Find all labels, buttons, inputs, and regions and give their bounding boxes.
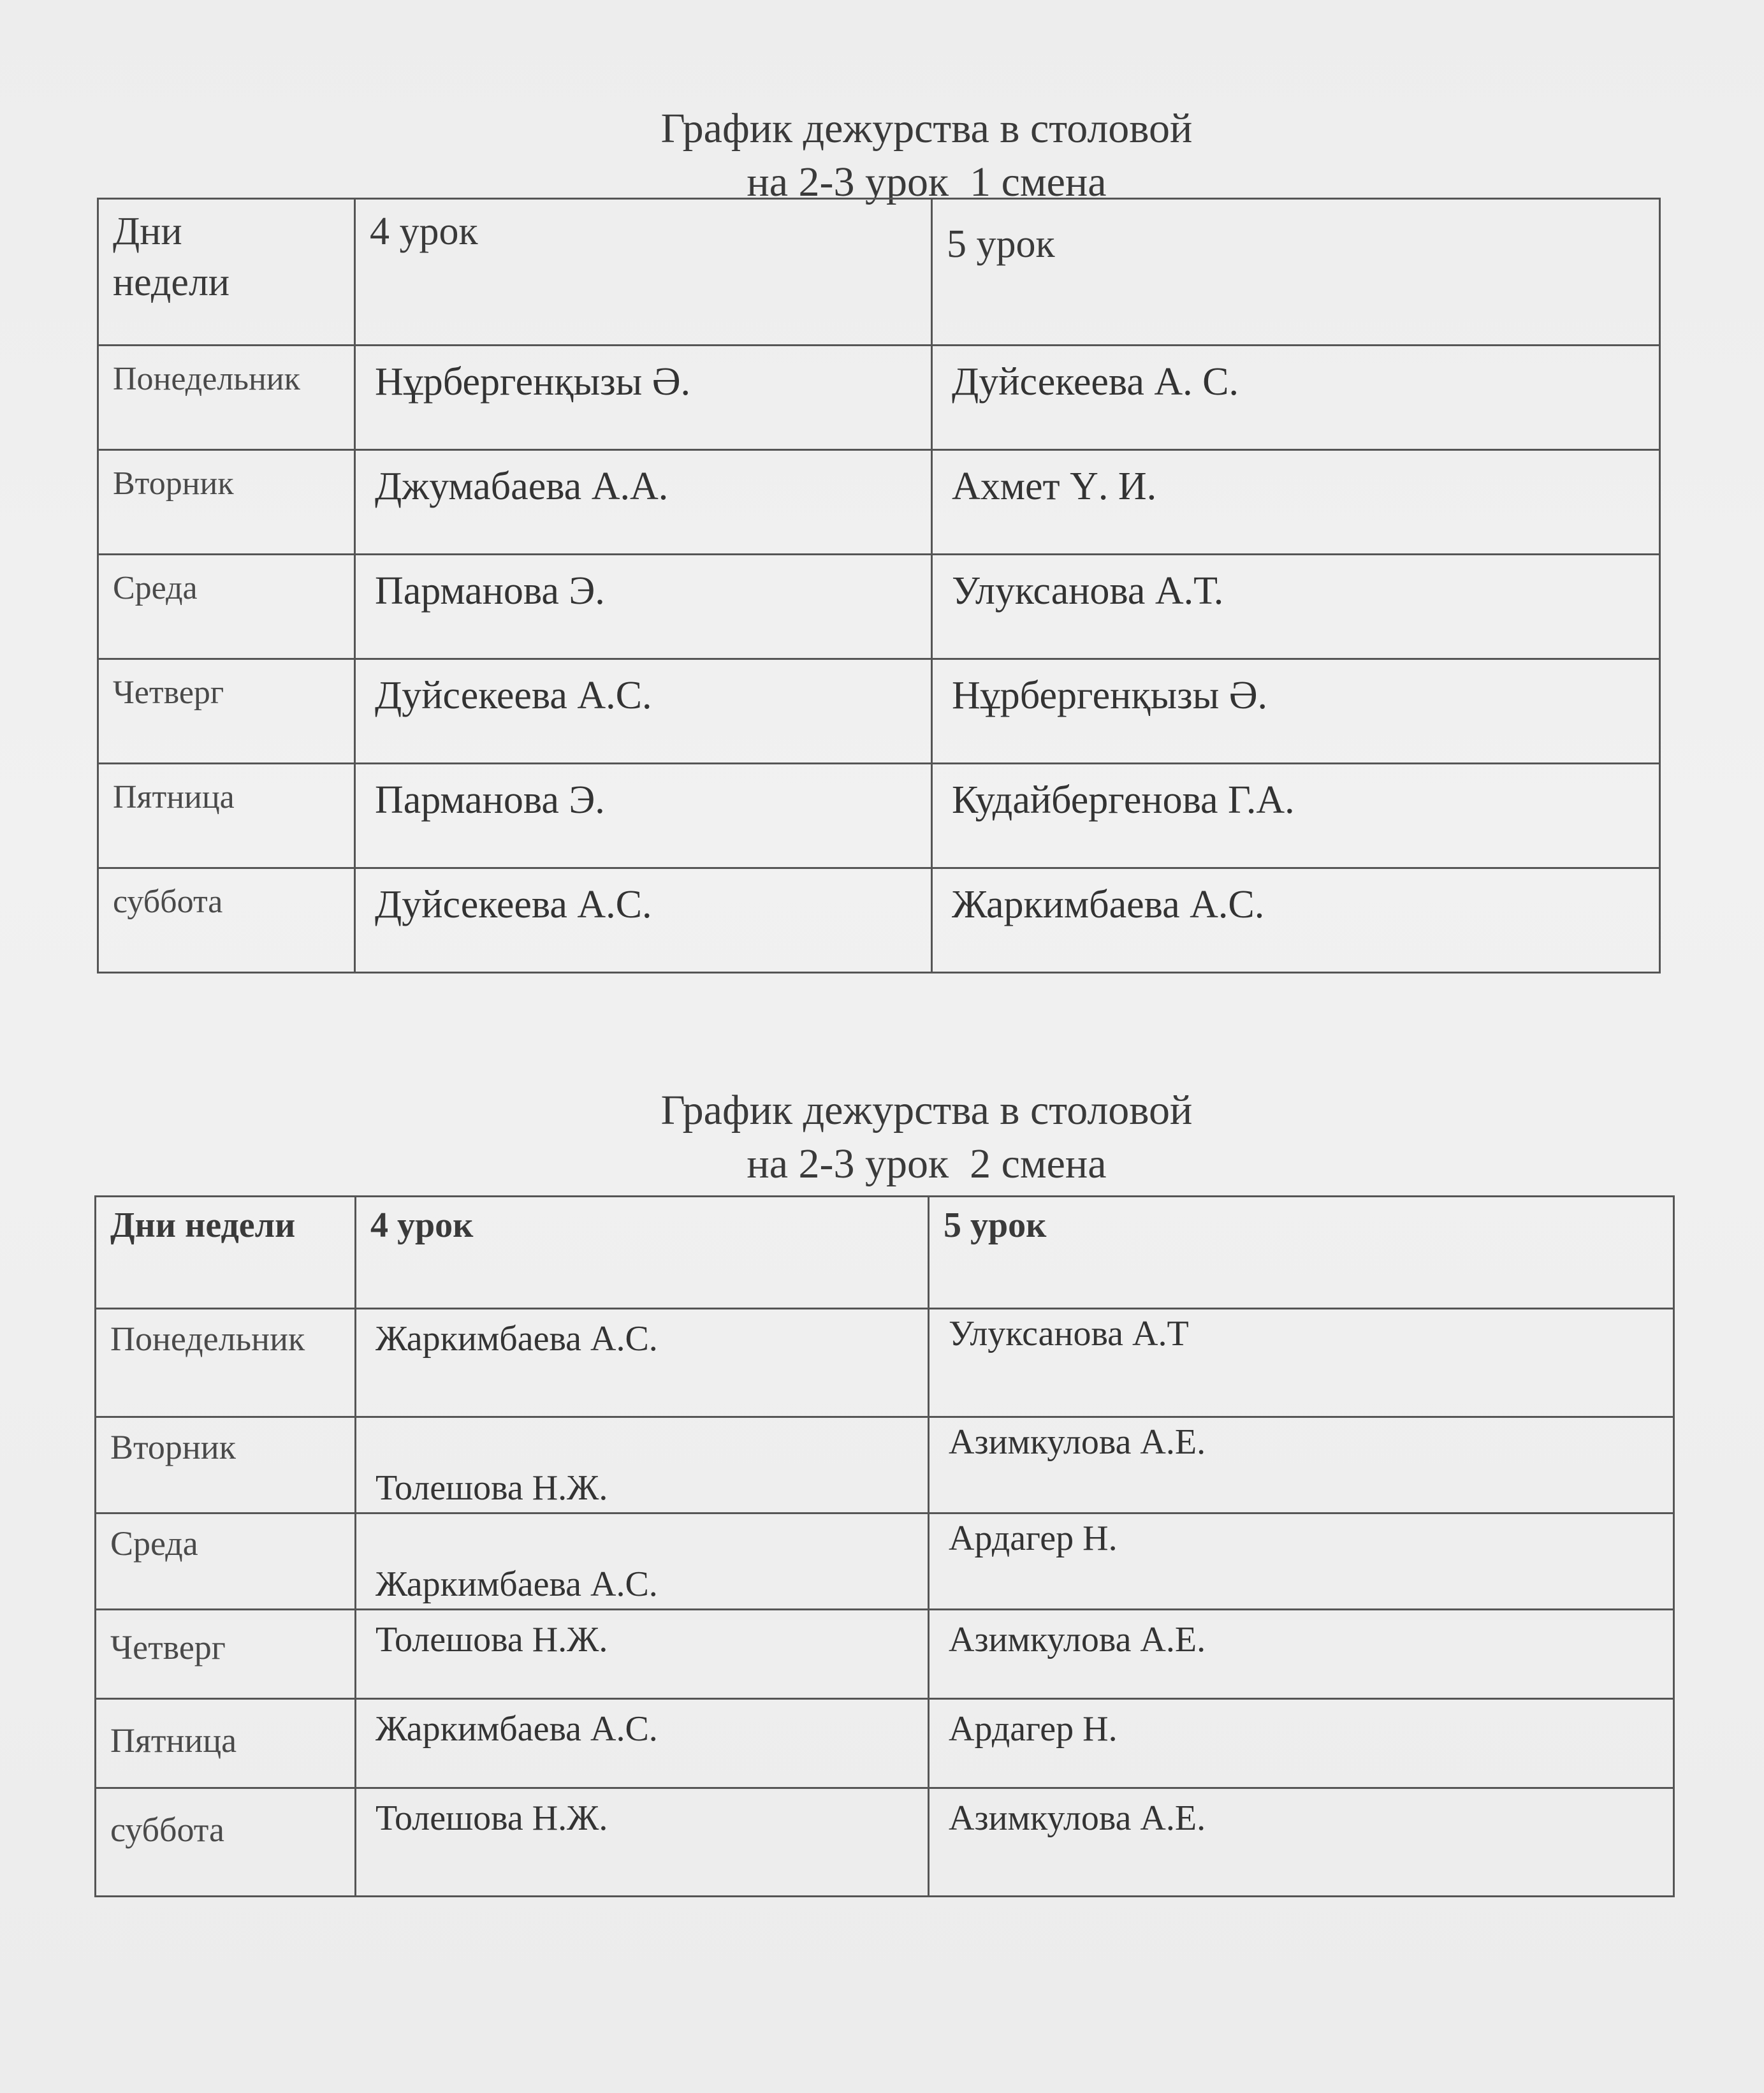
lesson5-cell: Ахмет Ү. И.	[952, 465, 1157, 508]
day-cell: Среда	[110, 1524, 198, 1563]
schedule2-title	[0, 1084, 1764, 1191]
table-row	[96, 1417, 1674, 1513]
header-days: Дни недели	[110, 1206, 296, 1245]
header-days: Дни недели	[113, 210, 230, 304]
lesson5-cell: Улуксанова А.Т.	[952, 569, 1224, 613]
lesson5-cell: Азимкулова А.Е.	[949, 1620, 1206, 1659]
table-row	[98, 346, 1660, 450]
table-row	[98, 555, 1660, 659]
table-row	[98, 764, 1660, 868]
lesson4-cell: Толешова Н.Ж.	[375, 1620, 608, 1659]
day-cell: Пятница	[113, 779, 235, 815]
lesson5-cell: Жаркимбаева А.С.	[952, 883, 1265, 926]
table-row	[96, 1309, 1674, 1417]
table-header-row	[98, 199, 1660, 346]
day-cell: Вторник	[113, 465, 234, 502]
lesson4-cell: Жаркимбаева А.С.	[375, 1564, 658, 1604]
header-lesson5: 5 урок	[947, 222, 1055, 266]
lesson4-cell: Дуйсекеева А.С.	[375, 674, 652, 717]
lesson5-cell: Кудайбергенова Г.А.	[952, 778, 1295, 822]
table-row	[98, 659, 1660, 764]
lesson5-cell: Ардагер Н.	[949, 1709, 1118, 1749]
day-cell: суббота	[110, 1811, 225, 1849]
schedule1-table	[97, 198, 1661, 974]
lesson4-cell: Дуйсекеева А.С.	[375, 883, 652, 926]
table-row	[98, 868, 1660, 973]
header-lesson4: 4 урок	[370, 1206, 474, 1245]
lesson4-cell: Жаркимбаева А.С.	[375, 1319, 658, 1359]
lesson5-cell: Азимкулова А.Е.	[949, 1422, 1206, 1462]
schedule1-title-line1: График дежурства в столовой	[660, 105, 1193, 152]
header-lesson4: 4 урок	[370, 210, 478, 253]
lesson5-cell: Нұрбергенқызы Ә.	[952, 674, 1268, 717]
lesson4-cell: Парманова Э.	[375, 778, 605, 822]
day-cell: Четверг	[113, 675, 224, 711]
lesson4-cell: Парманова Э.	[375, 569, 605, 613]
day-cell: Среда	[113, 570, 198, 606]
schedule1-title	[0, 102, 1764, 209]
day-cell: Вторник	[110, 1428, 236, 1466]
day-cell: Понедельник	[113, 361, 300, 397]
lesson4-cell: Толешова Н.Ж.	[375, 1798, 608, 1838]
day-cell: Пятница	[110, 1721, 237, 1760]
header-lesson5: 5 урок	[944, 1206, 1047, 1245]
day-cell: Четверг	[110, 1628, 226, 1666]
day-cell: Понедельник	[110, 1320, 305, 1358]
day-cell: суббота	[113, 884, 223, 920]
schedule2-title-line1: График дежурства в столовой	[660, 1087, 1193, 1134]
lesson5-cell: Ардагер Н.	[949, 1519, 1118, 1558]
table-row	[96, 1513, 1674, 1610]
schedule2-title-line2: на 2-3 урок 2 смена	[747, 1141, 1107, 1187]
lesson5-cell: Улуксанова А.Т	[949, 1314, 1189, 1353]
lesson4-cell: Толешова Н.Ж.	[375, 1468, 608, 1508]
schedule2-table	[94, 1195, 1675, 1897]
lesson4-cell: Джумабаева А.А.	[375, 465, 669, 508]
table-row	[96, 1788, 1674, 1897]
table-row	[96, 1610, 1674, 1699]
table-row	[98, 450, 1660, 555]
lesson4-cell: Нұрбергенқызы Ә.	[375, 360, 691, 404]
table-header-row	[96, 1197, 1674, 1309]
lesson5-cell: Азимкулова А.Е.	[949, 1798, 1206, 1838]
schedule1-title-line2: на 2-3 урок 1 смена	[747, 159, 1107, 205]
table-row	[96, 1699, 1674, 1788]
lesson4-cell: Жаркимбаева А.С.	[375, 1709, 658, 1749]
lesson5-cell: Дуйсекеева А. С.	[952, 360, 1239, 404]
